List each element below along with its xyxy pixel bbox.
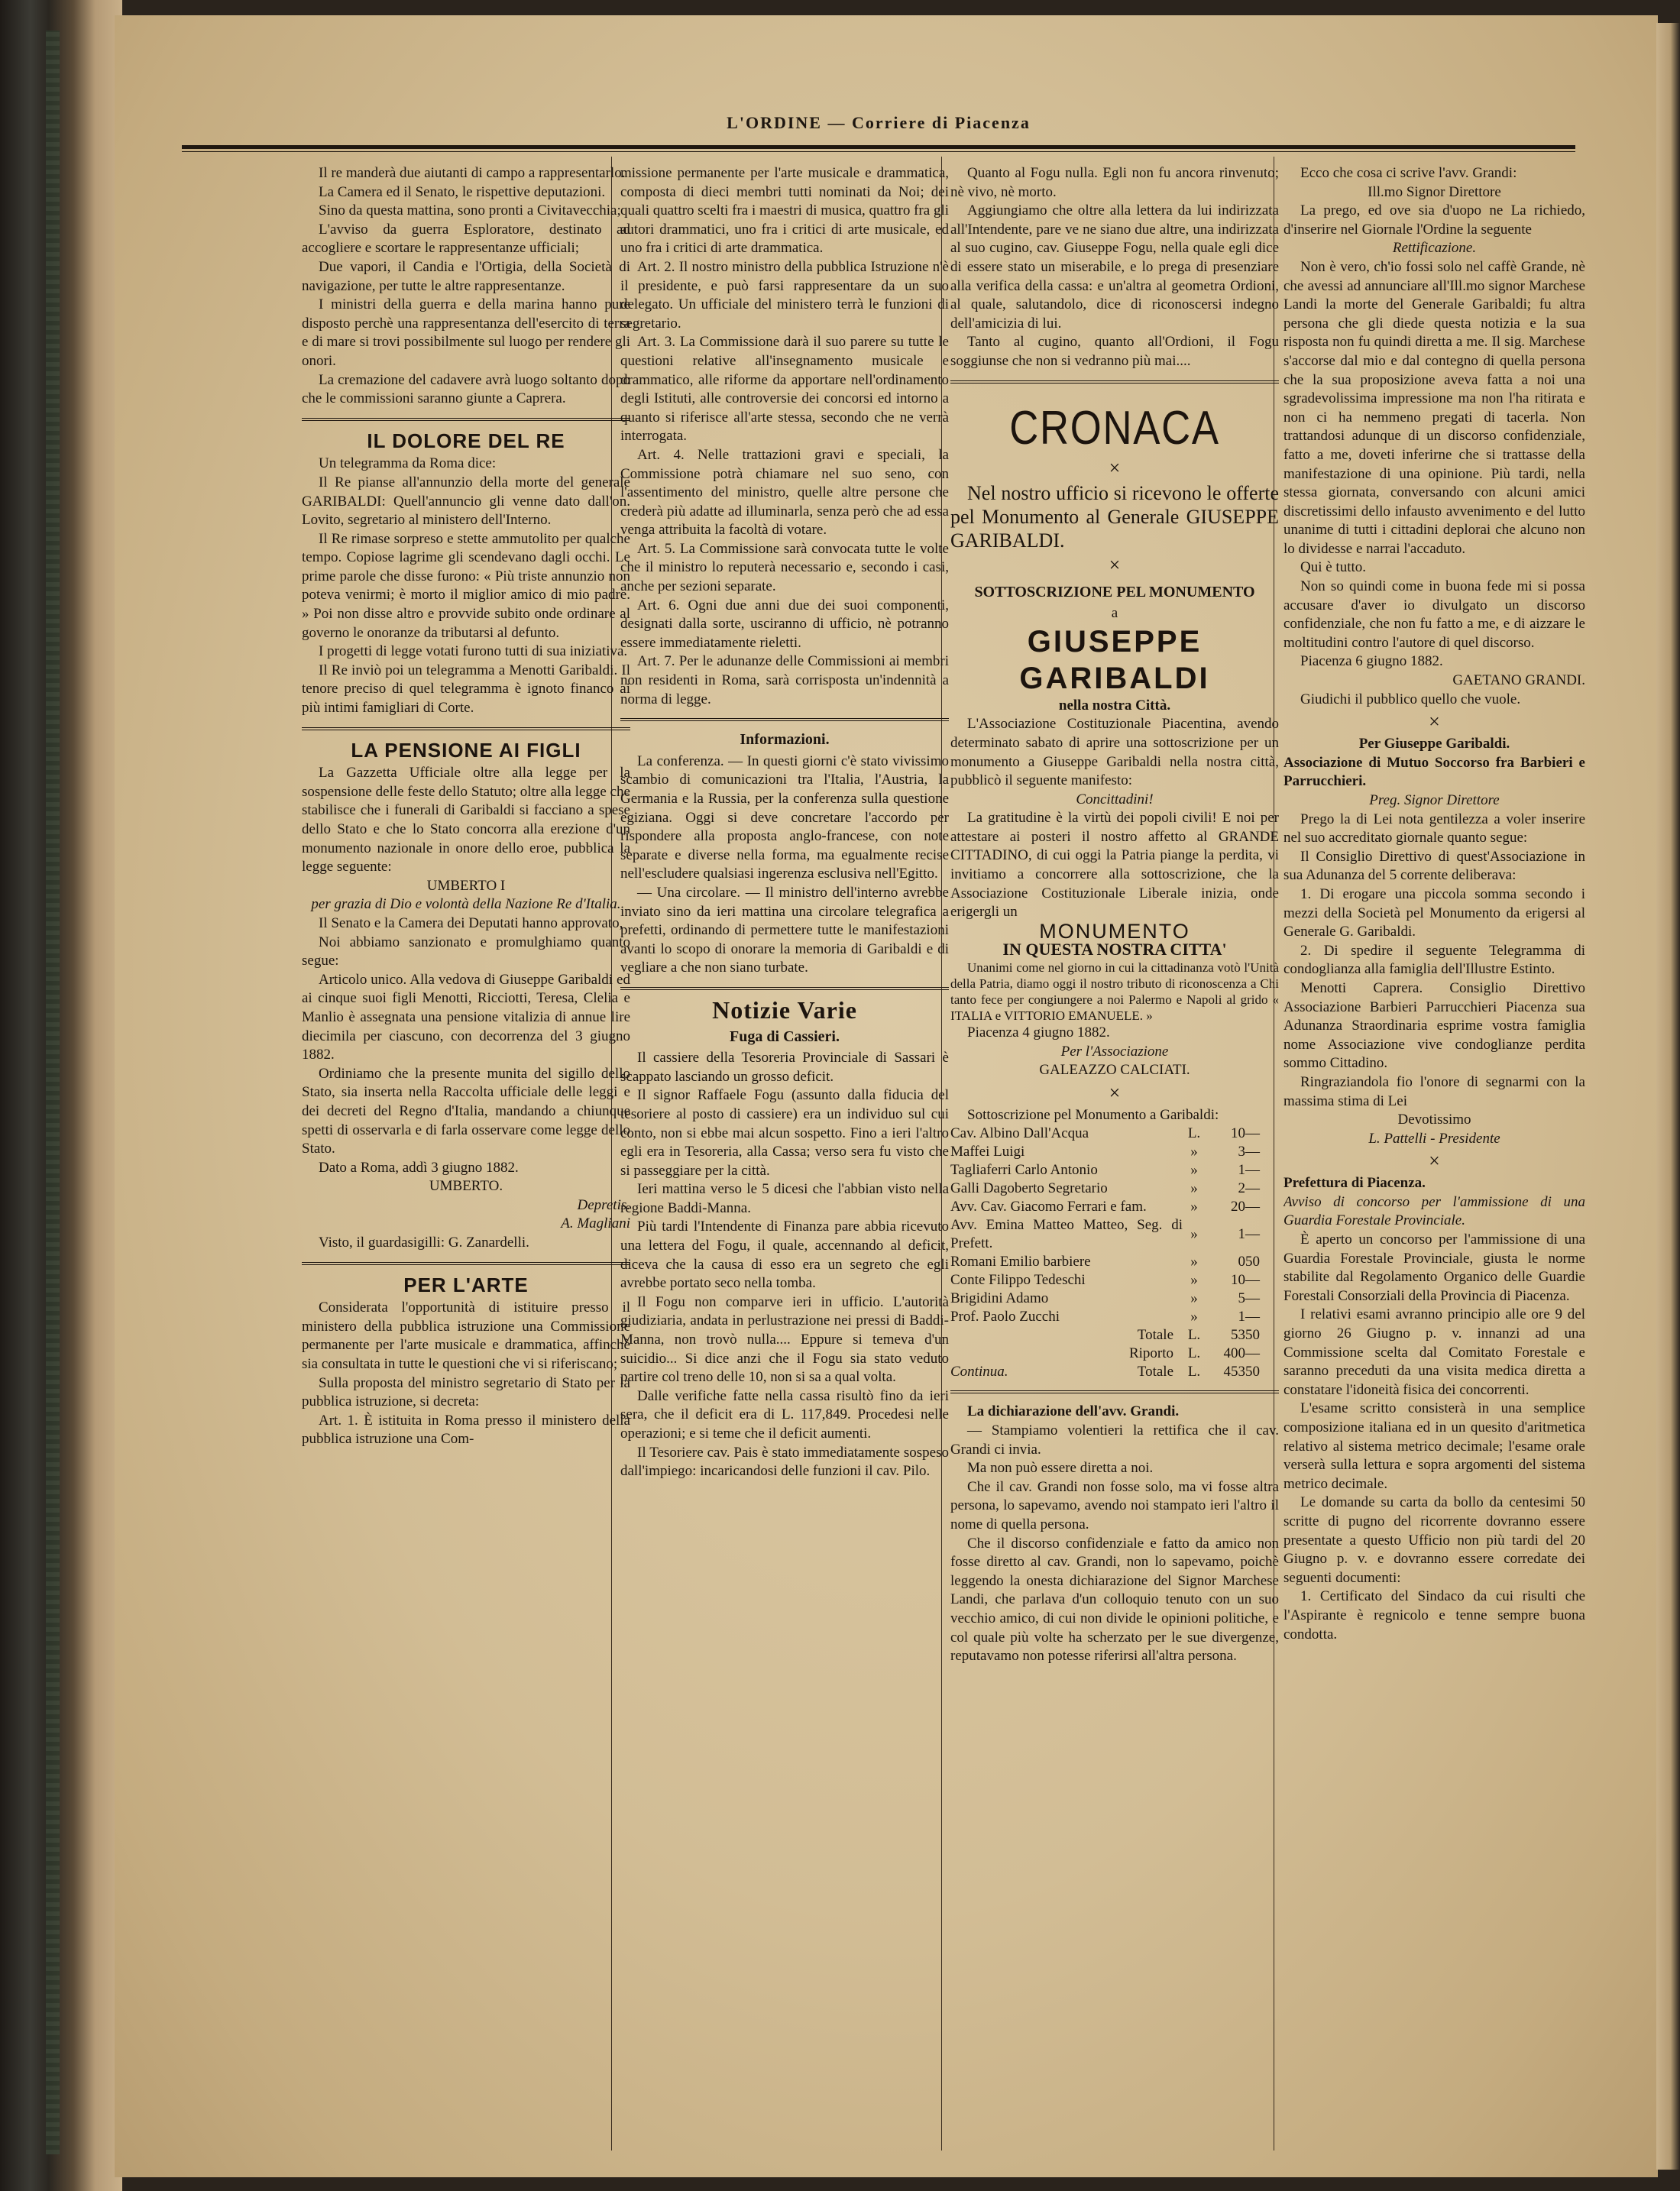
paragraph: Sottoscrizione pel Monumento a Garibaldi: — [967, 1106, 1219, 1123]
paragraph: Art. 1. È istituita in Roma presso il ministero della pubblica istruzione una Com- — [302, 1412, 630, 1448]
paragraph: I relativi esami avranno principio alle ore 9 del giorno 26 Giugno p. v. innanzi ad una Commissione scelta dal Comitato Forestale e saranno preceduti da una visita medica diretta a constatare l'idoneità fisica dei concorrenti. — [1283, 1306, 1585, 1398]
paragraph: Il cassiere della Tesoreria Provinciale di Sassari è scappato lasciando un grosso deficit. — [620, 1050, 949, 1085]
subscriber-row — [950, 1143, 1279, 1161]
paragraph: Le domande su carta da bollo da centesimi 50 scritte di pugno del ricorrente dovranno essere presentate a questo Ufficio non più tardi del 20 Giugno p. v. e dovranno essere corredate dei seguenti documenti: — [1283, 1494, 1585, 1586]
paragraph: Considerata l'opportunità di istituire presso il ministero della pubblica istruzione una Commissione permanente per l'arte musicale e drammatica, affinchè sia consultata in tutte le questioni che vi si riferiscano; — [302, 1299, 630, 1373]
currency: » — [1190, 1180, 1198, 1197]
paragraph: L'Associazione Costituzionale Piacentina, avendo determinato sabato di aprire una sottoscrizione per un monumento a Giuseppe Garibaldi nella nostra città, pubblicò il seguente manifesto: — [950, 716, 1279, 789]
paragraph: Non è vero, ch'io fossi solo nel caffè Grande, nè che avessi ad annunciare all'Ill.mo signor Marchese Landi la morte del Generale Garibaldi; fu altra persona che gli diede questa notizia e la sua risposta non fu quindi diretta a me. Il sig. Marchese s'accorse dal mio e dal contegno di quella persona che la sua proposizione aveva fatta a noi una sgradevolissima impressione ma non l'ha ritirata e non ci ha nemmeno pregati di tacerla. Non trattandosi adunque di un discorso confidenziale, fatto a me, doveti inferirne che si trattasse della manifestazione di una opinione. Più tardi, nella stessa giornata, conversando con alcuni amici discretissimi dello infausto avvenimento e del lutto unanime di tutti i cittadini deplorai che alcuno non lo dividesse e narrai l'accaduto. — [1283, 258, 1585, 557]
paragraph: — Stampiamo volentieri la rettifica che il cav. Grandi ci invia. — [950, 1422, 1279, 1458]
divider — [302, 1262, 630, 1265]
headline-informazioni: Informazioni. — [740, 731, 830, 749]
currency: » — [1190, 1309, 1198, 1325]
paragraph: È aperto un concorso per l'ammissione di una Guardia Forestale Provinciale, giusta le norme stabilite dal Regolamento Organico delle Guardie Forestali Consorziali della Provincia di Piacenza. — [1283, 1231, 1585, 1304]
paragraph: Dalle verifiche fatte nella cassa risultò fino da ieri sera, che il deficit era di L. 117,849. Procedesi nelle operazioni; e si teme che il deficit aumenti. — [620, 1387, 949, 1442]
signature: GALEAZZO CALCIATI. — [1039, 1062, 1190, 1079]
subscriber-name: Conte Filippo Tedeschi — [950, 1272, 1086, 1289]
paragraph: Qui è tutto. — [1300, 559, 1367, 576]
masthead-rule — [182, 145, 1575, 149]
lire: 1 — [1238, 1162, 1245, 1179]
table-row — [950, 1363, 1279, 1381]
binding-edge — [46, 31, 60, 2154]
paragraph: Sulla proposta del ministro segretario di Stato per la pubblica istruzione, si decreta: — [302, 1374, 630, 1410]
paragraph: Il Senato e la Camera dei Deputati hanno approvato, — [319, 914, 623, 931]
currency: » — [1190, 1162, 1198, 1179]
subscriber-row — [950, 1253, 1279, 1271]
subscriber-row — [950, 1125, 1279, 1143]
headline-pensione-ai-figli: LA PENSIONE AI FIGLI — [351, 738, 581, 762]
subscription-totals — [950, 1326, 1279, 1381]
paragraph: Articolo unico. Alla vedova di Giuseppe Garibaldi ed ai cinque suoi figli Menotti, Ricciotti, Teresa, Clelia e Manlio è assegnata una pensione vitalizia di annue lire diecimila per ciascuno, con decorrenza del 3 giugno 1882. — [302, 971, 630, 1063]
paragraph: Dato a Roma, addì 3 giugno 1882. — [319, 1159, 519, 1176]
paragraph: Più tardi l'Intendente di Finanza pare abbia ricevuto una lettera del Fogu, il quale, accennando al deficit, diceva che la causa di esso era un segreto che egli avrebbe portato seco nella tomba. — [620, 1218, 949, 1292]
headline-prefettura: Prefettura di Piacenza. — [1283, 1175, 1426, 1192]
signature: GAETANO GRANDI. — [1452, 672, 1585, 689]
subscriber-row — [950, 1198, 1279, 1216]
paragraph: missione permanente per l'arte musicale e drammatica, composta di dieci membri tutti nominati da Noi; dei quali quattro scelti fra i maestri di musica, quattro fra gli autori drammatici, uno fra i critici di arte musicale, ed uno fra i critici di arte drammatica. — [620, 165, 949, 257]
subscriber-row — [950, 1290, 1279, 1308]
paragraph: 1. Certificato del Sindaco da cui risulti che l'Aspirante è regnicolo e tenne sempre buona condotta. — [1283, 1588, 1585, 1642]
headline-cronaca: CRONACA — [1009, 401, 1220, 455]
next-page-edge — [1656, 23, 1680, 2170]
cent: — — [1245, 1345, 1260, 1362]
subscriber-name: Romani Emilio barbiere — [950, 1254, 1091, 1270]
lire: 10 — [1231, 1272, 1245, 1289]
table-row — [950, 1326, 1279, 1345]
headline-per-l-arte: PER L'ARTE — [403, 1273, 529, 1296]
paragraph: Piacenza 4 giugno 1882. — [967, 1024, 1110, 1041]
letter-salutation: Ill.mo Signor Direttore — [1368, 183, 1501, 200]
lire: 53 — [1231, 1327, 1245, 1344]
cent: — — [1245, 1180, 1260, 1197]
headline-notizie-varie: Notizie Varie — [712, 995, 857, 1024]
paragraph: 2. Di spedire il seguente Telegramma di condoglianza alla famiglia dell'Illustre Estinto. — [1283, 942, 1585, 978]
headline-fuga-di-cassieri: Fuga di Cassieri. — [730, 1028, 840, 1045]
paragraph: Unanimi come nel giorno in cui la cittadinanza votò l'Unità della Patria, diamo oggi il nostro tributo di riconoscenza a Chi tanto fece per congiungere a noi Palermo e Napoli al grido « ITALIA e VITTORIO EMANUELE. » — [950, 960, 1279, 1024]
signature: Depretis. — [577, 1196, 630, 1213]
paragraph: L'avviso da guerra Esploratore, destinato ad accogliere e scortare le rappresentanze ufficiali; — [302, 221, 630, 257]
paragraph: La cremazione del cadavere avrà luogo soltanto dopo che le commissioni saranno giunte a Caprera. — [302, 371, 630, 407]
paragraph: Aggiungiamo che oltre alla lettera da lui indirizzata all'Intendente, pare ve ne siano due altre, una indirizzata al suo cugino, cav. Giuseppe Fogu, nella quale egli dice di essere stato un miserabile, e lo prega di presenziare alla verifica della cassa: e un'altra al geometra Ordioni, al quale, salutandolo, dice di riconoscersi indegno dell'amicizia di lui. — [950, 202, 1279, 332]
lire: 5 — [1238, 1290, 1245, 1307]
signature: A. Magliani — [561, 1215, 630, 1232]
currency: » — [1190, 1226, 1198, 1243]
paragraph: Che il discorso confidenziale e fatto da amico non fosse diretto al cav. Grandi, non lo sapevamo, poichè leggendo la onesta dichiarazione del Signor Marchese Landi, che parlava d'un colloquio tenuto con un suo vecchio amico, di cui non divide le opinioni politiche, e col quale più volte ha scherzato per le sue divergenze, reputavamo non potesse riferirsi all'altra persona. — [950, 1535, 1279, 1665]
paragraph: Non so quindi come in buona fede mi si possa accusare d'aver io divulgato un discorso confidenziale, che non fu fatto a me, e di aizzare le moltitudini contro l'autore di quel discorso. — [1283, 578, 1585, 651]
subscriber-name: Tagliaferri Carlo Antonio — [950, 1162, 1098, 1179]
headline-dolore-del-re: IL DOLORE DEL RE — [367, 429, 565, 452]
divider — [302, 418, 630, 421]
cent: 50 — [1245, 1254, 1260, 1270]
lire: 3 — [1238, 1144, 1245, 1160]
paragraph: Il Re inviò poi un telegramma a Menotti Garibaldi. Il tenore preciso di quel telegramma è ignoto financo ai più intimi famigliari di Corte. — [302, 662, 630, 717]
paragraph: I progetti di legge votati furono tutti di sua iniziativa. — [319, 643, 628, 660]
paragraph: 1. Di erogare una piccola somma secondo i mezzi della Società pel Monumento da erigersi al Generale G. Garibaldi. — [1283, 885, 1585, 940]
paragraph: Il signor Raffaele Fogu (assunto dalla fiducia del tesoriere al posto di cassiere) era un individuo sul cui conto, non si ebbe mai alcun sospetto. Fino a ieri l'altro egli era in Tesoreria, alla Cassa; verso sera fu visto che si passeggiare per la città. — [620, 1087, 949, 1179]
lire: 1 — [1238, 1309, 1245, 1325]
masthead-rule-thin — [182, 151, 1575, 152]
law-formula: per grazia di Dio e volontà della Nazione Re d'Italia. — [311, 896, 621, 913]
headline-associazione-barbieri: Associazione di Mutuo Soccorso fra Barbieri e Parrucchieri. — [1283, 754, 1585, 790]
riporto-label: Riporto — [1128, 1345, 1173, 1362]
paragraph: Giudichi il pubblico quello che vuole. — [1300, 691, 1521, 707]
column-3 — [950, 164, 1279, 2151]
table-row — [950, 1345, 1279, 1363]
lire: 2 — [1238, 1180, 1245, 1197]
paragraph: Due vapori, il Candia e l'Ortigia, della Società di navigazione, per tutte le altre rappresentanze. — [302, 258, 630, 294]
paragraph: Il Fogu non comparve ieri in ufficio. L'autorità giudiziaria, andata in perlustrazione nei pressi di Baddi-Manna, non trovò nulla.... Eppure si temeva d'un suicidio... Si dice anzi che il Fogu sia stato veduto partire col treno delle 10, non si sa a qual volta. — [620, 1293, 949, 1386]
signature: Per l'Associazione — [1060, 1043, 1169, 1060]
masthead: L'ORDINE — Corriere di Piacenza — [727, 113, 1031, 132]
lire: 20 — [1231, 1199, 1245, 1215]
paragraph: Ieri mattina verso le 5 dicesi che l'abbian visto nella regione Baddi-Manna. — [620, 1181, 949, 1216]
manifesto-citta: IN QUESTA NOSTRA CITTA' — [1002, 940, 1227, 960]
signature: L. Pattelli - Presidente — [1368, 1130, 1500, 1147]
subscriber-row — [950, 1161, 1279, 1180]
subscriber-row — [950, 1216, 1279, 1253]
paragraph: Ma non può essere diretta a noi. — [967, 1460, 1154, 1477]
paragraph: Art. 7. Per le adunanze delle Commissioni ai membri non residenti in Roma, sarà corrisposta un'indennità a norma di legge. — [620, 653, 949, 707]
lire: 400 — [1223, 1345, 1245, 1362]
totale-label: Totale — [1137, 1327, 1173, 1344]
paragraph: Art. 5. La Commissione sarà convocata tutte le volte che il ministro lo reputerà necessario e, secondo i casi, anche per sezioni separate. — [620, 540, 949, 595]
divider — [950, 1390, 1279, 1393]
paragraph: Quanto al Fogu nulla. Egli non fu ancora rinvenuto; nè vivo, nè morto. — [950, 165, 1279, 200]
paragraph: L'esame scritto consisterà in una semplice composizione italiana ed in un quesito d'aritmetica relativo al sistema metrico decimale; l'esame orale verserà sulla lettura e sopra argomenti del sistema metrico decimale. — [1283, 1400, 1585, 1492]
cross-ornament: × — [1429, 710, 1440, 733]
headline-giuseppe-garibaldi: GIUSEPPE GARIBALDI — [1019, 624, 1210, 695]
paragraph: Ordiniamo che la presente munita del sigillo dello Stato, sia inserta nella Raccolta ufficiale delle leggi e dei decreti del Regno d'Italia, mandando a chiunque spetti di osservarla e di farla osservare come legge dello Stato. — [302, 1065, 630, 1157]
cent: — — [1245, 1125, 1260, 1142]
divider — [620, 718, 949, 721]
subscriber-name: Avv. Emina Matteo Matteo, Seg. di Prefett. — [950, 1217, 1183, 1252]
signature: Devotissimo — [1397, 1112, 1471, 1128]
paragraph: Art. 3. La Commissione darà il suo parere su tutte le questioni relative all'insegnamento musicale e drammatico, alle riforme da apportare nell'ordinamento degli Istituti, alle controversie dei concorsi ed intorno a quanto si riferisce all'arte stessa, secondo che ne verrà interrogata. — [620, 334, 949, 445]
signature: UMBERTO. — [429, 1178, 503, 1195]
book-binding — [0, 0, 122, 2191]
paragraph: Prego la di Lei nota gentilezza a voler inserire nel suo accreditato giornale quanto segue: — [1283, 811, 1585, 846]
lire: 453 — [1223, 1364, 1245, 1380]
paragraph: Art. 6. Ogni due anni due dei suoi componenti, designati dalla sorte, usciranno di ufficio, nè potranno essere immediatamente rieletti. — [620, 597, 949, 651]
subscriber-name: Cav. Albino Dall'Acqua — [950, 1125, 1089, 1142]
currency: L. — [1187, 1364, 1201, 1380]
paragraph: Il Consiglio Direttivo di quest'Associazione in sua Adunanza del 5 corrente deliberava: — [1283, 848, 1585, 884]
letter-title: Rettificazione. — [1392, 240, 1477, 257]
paragraph: Noi abbiamo sanzionato e promulghiamo quanto segue: — [302, 934, 630, 969]
currency: » — [1190, 1254, 1198, 1270]
letter-salutation: Preg. Signor Direttore — [1369, 792, 1500, 808]
divider — [950, 380, 1279, 384]
paragraph: Art. 4. Nelle trattazioni gravi e speciali, la Commissione potrà chiamare nel suo seno, con l'assentimento del ministro, quelle altre persone che crederà più adatte ad illuminarla, senza però che ad essa venga attribuita la facoltà di votare. — [620, 446, 949, 539]
paragraph: Tanto al cugino, quanto all'Ordioni, il Fogu soggiunse che non si vedranno più mai.... — [950, 334, 1279, 369]
manifesto-monumento: MONUMENTO — [1039, 919, 1190, 943]
currency: » — [1190, 1272, 1198, 1289]
paragraph: La prego, ed ove sia d'uopo ne La richiedo, d'inserire nel Giornale l'Ordine la seguente — [1283, 202, 1585, 238]
divider — [302, 727, 630, 730]
paragraph: La Gazzetta Ufficiale oltre alla legge per la sospensione delle feste dello Statuto; oltre alla legge che stabilisce che i funerali di Garibaldi si facciano a spese dello Stato e che lo Stato concorra alla erezione d'un monumento nazionale in onore dello eroe, pubblica la legge seguente: — [302, 765, 630, 875]
notice-offerte: Nel nostro ufficio si ricevono le offerte pel Monumento al Generale GIUSEPPE GARIBALDI. — [950, 481, 1279, 552]
cent: 50 — [1245, 1327, 1260, 1344]
subscriber-row — [950, 1271, 1279, 1290]
paragraph: Il re manderà due aiutanti di campo a rappresentarlo. — [319, 165, 626, 181]
paragraph: Il Re pianse all'annunzio della morte del generale GARIBALDI: Quell'annuncio gli venne dato dall'on. Lovito, segretario al ministero dell'Interno. — [302, 474, 630, 529]
subscriber-row — [950, 1180, 1279, 1198]
cent: — — [1245, 1309, 1260, 1325]
paragraph: Il Re rimase sorpreso e stette ammutolito per qualche tempo. Copiose lagrime gli scendevano dagli occhi. Le prime parole che disse furono: « Più triste annunzio non poteva venirmi; è morto il miglior amico di mio padre. » Poi non disse altro e provvide subito onde ordinare al governo le onoranze da tributarsi al defunto. — [302, 530, 630, 641]
cent: — — [1245, 1199, 1260, 1215]
cent: — — [1245, 1290, 1260, 1307]
subscriber-row — [950, 1308, 1279, 1326]
lire: 1 — [1238, 1226, 1245, 1243]
currency: » — [1190, 1199, 1198, 1215]
cent: 50 — [1245, 1364, 1260, 1380]
paragraph: La gratitudine è la virtù dei popoli civili! E noi per attestare ai posteri il nostro affetto al GRANDE CITTADINO, di cui oggi la Patria piange la perdita, vi invitiamo a concorrere alla sottoscrizione, che la Associazione Costituzionale Liberale inizia, onde erigergli un — [950, 810, 1279, 921]
notice-subtitle: Avviso di concorso per l'ammissione di una Guardia Forestale Provinciale. — [1283, 1193, 1585, 1229]
cent: — — [1245, 1272, 1260, 1289]
subscriber-name: Maffei Luigi — [950, 1144, 1025, 1160]
cent: — — [1245, 1144, 1260, 1160]
paragraph: I ministri della guerra e della marina hanno pure disposto perchè una rappresentanza dell'esercito di terra e di mare si trovi possibilmente sul luogo per rendere gli onori. — [302, 296, 630, 369]
column-4 — [1283, 164, 1585, 2151]
lire: 10 — [1231, 1125, 1245, 1142]
headline-connector: a — [1111, 605, 1118, 622]
paragraph: La Camera ed il Senato, le rispettive deputazioni. — [319, 183, 606, 200]
subscriber-name: Brigidini Adamo — [950, 1290, 1049, 1307]
headline-sottoscrizione: SOTTOSCRIZIONE PEL MONUMENTO — [974, 583, 1255, 600]
paragraph: — Una circolare. — Il ministro dell'interno avrebbe inviato sino da ieri mattina una circolare telegrafica a prefetti, ordinando di permettere tutte le manifestazioni avanti lo scopo di onorare la memoria di Garibaldi e di vegliare a che non siano turbate. — [620, 884, 949, 976]
divider — [620, 987, 949, 990]
cross-ornament: × — [1429, 1150, 1440, 1173]
paragraph: Art. 2. Il nostro ministro della pubblica Istruzione n'è il presidente, e può farsi rappresentare da un suo delegato. Un ufficiale del ministero terrà le funzioni di segretario. — [620, 258, 949, 332]
paragraph: Menotti Caprera. Consiglio Direttivo Associazione Barbieri Parrucchieri Piacenza sua Adunanza Straordinaria esprime vostra famiglia nome Associazione vive condoglianze perdita sommo Cittadino. — [1283, 979, 1585, 1072]
paragraph: Piacenza 6 giugno 1882. — [1300, 653, 1443, 670]
paragraph: Che il cav. Grandi non fosse solo, ma vi fosse altra persona, lo sapevamo, avendo noi stampato ieri l'altro il nome di quella persona. — [950, 1478, 1279, 1532]
manifesto-salutation: Concittadini! — [1076, 791, 1154, 807]
paragraph: Un telegramma da Roma dice: — [319, 455, 497, 472]
currency: » — [1190, 1144, 1198, 1160]
currency: L. — [1187, 1327, 1201, 1344]
subscriber-name: Prof. Paolo Zucchi — [950, 1309, 1060, 1325]
subscriber-name: Avv. Cav. Giacomo Ferrari e fam. — [950, 1199, 1147, 1215]
column-1 — [302, 164, 630, 2151]
paragraph: Ecco che cosa ci scrive l'avv. Grandi: — [1300, 165, 1517, 181]
cent: — — [1245, 1226, 1260, 1243]
headline-per-giuseppe-garibaldi: Per Giuseppe Garibaldi. — [1358, 736, 1510, 752]
paragraph: La conferenza. — In questi giorni c'è stato vivissimo scambio di comunicazioni tra l'Italia, l'Austria, la Germania e la Russia, per la conferenza sulla questione egiziana. Oggi si deve concretare l'accordo per rispondere alla proposta anglo-francese, con note separate e diverse nella forma, ma egualmente recise nell'escludere qualsiasi ingerenza esclusiva nell'Egitto. — [620, 752, 949, 882]
subscription-table — [950, 1125, 1279, 1326]
currency: L. — [1187, 1125, 1201, 1142]
lire: 0 — [1238, 1254, 1245, 1270]
totale-label: Totale — [1137, 1364, 1173, 1380]
paragraph: Sino da questa mattina, sono pronti a Civitavecchia; — [319, 202, 621, 219]
paragraph: Il Tesoriere cav. Pais è stato immediatamente sospeso dall'impiego: incaricandosi delle funzioni il cav. Pilo. — [620, 1444, 949, 1480]
paragraph: Ringraziandola fio l'onore di segnarmi con la massima stima di Lei — [1283, 1073, 1585, 1109]
currency: » — [1190, 1290, 1198, 1307]
currency: L. — [1187, 1345, 1201, 1362]
column-2 — [620, 164, 949, 2151]
continua-label: Continua. — [950, 1364, 1008, 1380]
headline-nella-nostra-citta: nella nostra Città. — [1058, 697, 1171, 714]
cross-ornament: × — [1109, 553, 1121, 576]
headline-dichiarazione-grandi: La dichiarazione dell'avv. Grandi. — [967, 1403, 1180, 1420]
paragraph: Visto, il guardasigilli: G. Zanardelli. — [319, 1235, 529, 1251]
cent: — — [1245, 1162, 1260, 1179]
cross-ornament: × — [1109, 456, 1121, 479]
law-sovereign: UMBERTO I — [426, 877, 506, 894]
subscriber-name: Galli Dagoberto Segretario — [950, 1180, 1108, 1197]
cross-ornament: × — [1109, 1081, 1121, 1104]
